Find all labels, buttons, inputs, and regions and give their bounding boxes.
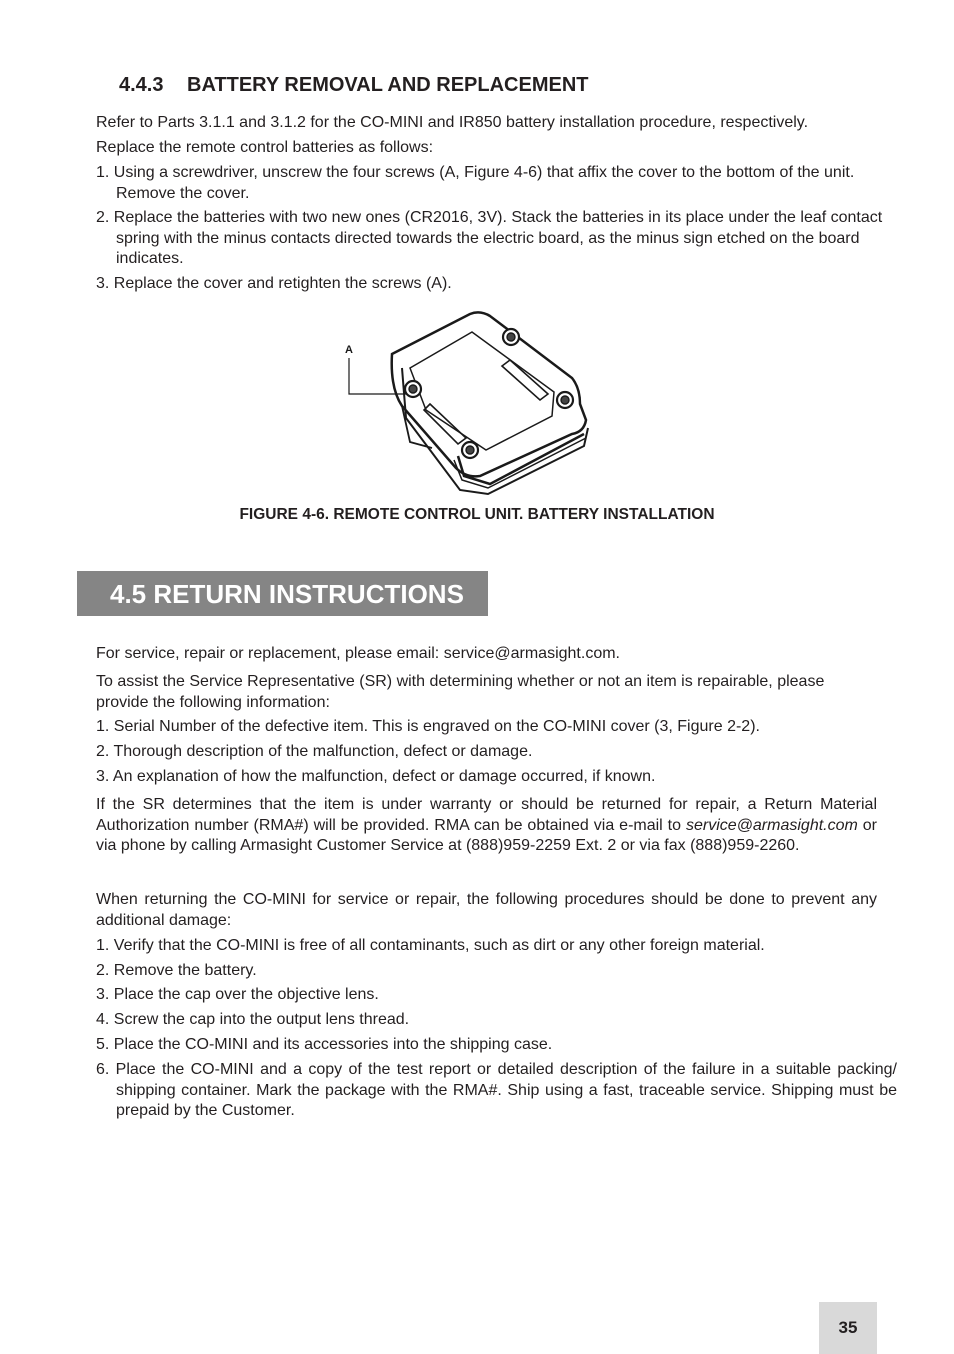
list-item: 3. Place the cap over the objective lens. bbox=[96, 986, 379, 1003]
rma-paragraph bbox=[96, 795, 877, 857]
list-item: 2. Remove the battery. bbox=[96, 962, 257, 979]
rma-text-1: If the SR determines that the item is under warranty or should be returned for repair, a Return Material Authorization number (RMA#) will be provided. RMA can be obtained via e-mail to bbox=[96, 796, 877, 834]
remote-control-figure bbox=[340, 308, 600, 502]
section-number: 4.4.3 bbox=[119, 74, 164, 96]
callout-label: A bbox=[345, 344, 353, 356]
section-heading-4-4-3 bbox=[119, 74, 589, 97]
list-item: 5. Place the CO-MINI and its accessories into the shipping case. bbox=[96, 1036, 553, 1053]
remote-control-illustration bbox=[340, 308, 600, 502]
page-number: 35 bbox=[838, 1318, 858, 1337]
service-email-paragraph: For service, repair or replacement, please email: service@armasight.com. bbox=[96, 645, 620, 662]
email-link[interactable]: service@armasight.com bbox=[685, 816, 858, 834]
list-item: 4. Screw the cap into the output lens thread. bbox=[96, 1011, 410, 1028]
section-title: BATTERY REMOVAL AND REPLACEMENT bbox=[187, 74, 589, 96]
list-item: 3. An explanation of how the malfunction, defect or damage occurred, if known. bbox=[96, 768, 656, 785]
list-item: 2. Replace the batteries with two new ones (CR2016, 3V). Stack the batteries in its place under the leaf contact spring with the minus contacts directed towards the electric board, as the minus sign etched on the board indicates. bbox=[96, 209, 883, 267]
figure-caption: FIGURE 4-6. REMOTE CONTROL UNIT. BATTERY INSTALLATION bbox=[239, 506, 715, 523]
list-item: 1. Serial Number of the defective item. This is engraved on the CO-MINI cover (3, Figure 2-2). bbox=[96, 718, 760, 735]
assist-paragraph: To assist the Service Representative (SR) with determining whether or not an item is repairable, please provide the following information: bbox=[96, 673, 825, 711]
list-item: 3. Replace the cover and retighten the screws (A). bbox=[96, 275, 452, 292]
list-item: 2. Thorough description of the malfunction, defect or damage. bbox=[96, 743, 533, 760]
list-item: 1. Verify that the CO-MINI is free of all contaminants, such as dirt or any other foreign material. bbox=[96, 937, 765, 954]
list-item: 1. Using a screwdriver, unscrew the four screws (A, Figure 4-6) that affix the cover to the bottom of the unit. Remove the cover. bbox=[96, 164, 855, 202]
rma-text-2: or via phone by calling Armasight Customer Service at (888)959-2259 Ext. 2 or via fax (888)959-2260. bbox=[96, 816, 878, 854]
section-title-4-5: 4.5 RETURN INSTRUCTIONS bbox=[110, 579, 464, 609]
intro-paragraph-2: Replace the remote control batteries as follows: bbox=[96, 139, 434, 156]
returning-paragraph: When returning the CO-MINI for service or repair, the following procedures should be done to prevent any additional damage: bbox=[96, 891, 877, 929]
list-item: 6. Place the CO-MINI and a copy of the test report or detailed description of the failure in a suitable packing/ shipping container. Mark the package with the RMA#. Ship using a fast, traceable service. Shipping must be prepaid by the Customer. bbox=[96, 1061, 897, 1119]
intro-paragraph: Refer to Parts 3.1.1 and 3.1.2 for the CO-MINI and IR850 battery installation procedure, respectively. bbox=[96, 114, 809, 131]
